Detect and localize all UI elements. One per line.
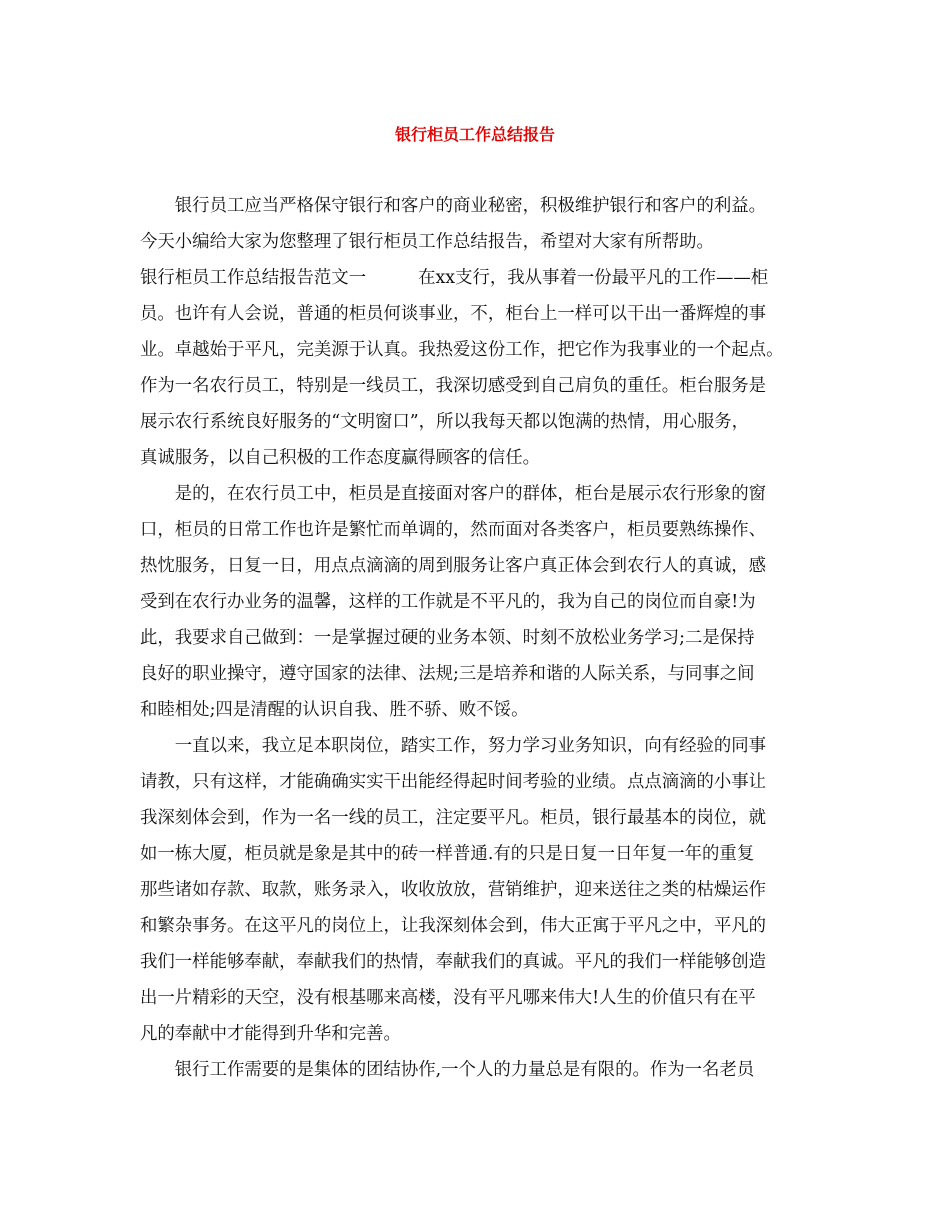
paragraph-line <box>140 264 768 292</box>
paragraph-line: 一直以来，我立足本职岗位，踏实工作，努力学习业务知识，向有经验的同事 <box>140 736 767 756</box>
section-first-line: 在xx支行，我从事着一份最平凡的工作——柜 <box>418 268 769 288</box>
paragraph-line: 银行员工应当严格保守银行和客户的商业秘密，积极维护银行和客户的利益。 <box>140 196 767 216</box>
paragraph-line: 银行工作需要的是集体的团结协作,一个人的力量总是有限的。作为一名老员 <box>140 1060 755 1080</box>
paragraph-line: 此，我要求自己做到：一是掌握过硬的业务本领、时刻不放松业务学习;二是保持 <box>140 628 755 648</box>
paragraph-line: 我们一样能够奉献，奉献我们的热情，奉献我们的真诚。平凡的我们一样能够创造 <box>140 952 767 972</box>
paragraph-line: 今天小编给大家为您整理了银行柜员工作总结报告，希望对大家有所帮助。 <box>140 232 714 252</box>
paragraph-line: 员。也许有人会说，普通的柜员何谈事业，不，柜台上一样可以干出一番辉煌的事 <box>140 304 767 324</box>
paragraph-line: 出一片精彩的天空，没有根基哪来高楼，没有平凡哪来伟大!人生的价值只有在平 <box>140 988 756 1008</box>
paragraph-line: 和睦相处;四是清醒的认识自我、胜不骄、败不馁。 <box>140 700 529 720</box>
paragraph-line: 凡的奉献中才能得到升华和完善。 <box>140 1024 401 1044</box>
paragraph-line: 我深刻体会到，作为一名一线的员工，注定要平凡。柜员，银行最基本的岗位，就 <box>140 808 767 828</box>
paragraph-line: 受到在农行办业务的温馨，这样的工作就是不平凡的，我为自己的岗位而自豪!为 <box>140 592 756 612</box>
paragraph-line: 那些诸如存款、取款，账务录入，收收放放，营销维护，迎来送往之类的枯燥运作 <box>140 880 767 900</box>
section-heading: 银行柜员工作总结报告范文一 <box>140 268 367 288</box>
paragraph-line: 如一栋大厦，柜员就是象是其中的砖一样普通.有的只是日复一日年复一年的重复 <box>140 844 755 864</box>
paragraph-line: 口，柜员的日常工作也许是繁忙而单调的，然而面对各类客户，柜员要熟练操作、 <box>140 520 767 540</box>
paragraph-line: 和繁杂事务。在这平凡的岗位上，让我深刻体会到，伟大正寓于平凡之中，平凡的 <box>140 916 767 936</box>
paragraph-line: 作为一名农行员工，特别是一线员工，我深切感受到自己肩负的重任。柜台服务是 <box>140 376 767 396</box>
document-title: 银行柜员工作总结报告 <box>394 125 555 144</box>
paragraph-line: 真诚服务，以自己积极的工作态度赢得顾客的信任。 <box>140 448 540 468</box>
paragraph-line: 是的，在农行员工中，柜员是直接面对客户的群体，柜台是展示农行形象的窗 <box>140 484 767 504</box>
paragraph-line: 请教，只有这样，才能确确实实干出能经得起时间考验的业绩。点点滴滴的小事让 <box>140 772 767 792</box>
paragraph-line: 业。卓越始于平凡，完美源于认真。我热爱这份工作，把它作为我事业的一个起点。 <box>140 340 784 360</box>
paragraph-line: 热忱服务，日复一日，用点点滴滴的周到服务让客户真正体会到农行人的真诚，感 <box>140 556 767 576</box>
paragraph-line: 良好的职业操守，遵守国家的法律、法规;三是培养和谐的人际关系，与同事之间 <box>140 664 755 684</box>
paragraph-line: 展示农行系统良好服务的“文明窗口”，所以我每天都以饱满的热情，用心服务， <box>140 412 750 432</box>
